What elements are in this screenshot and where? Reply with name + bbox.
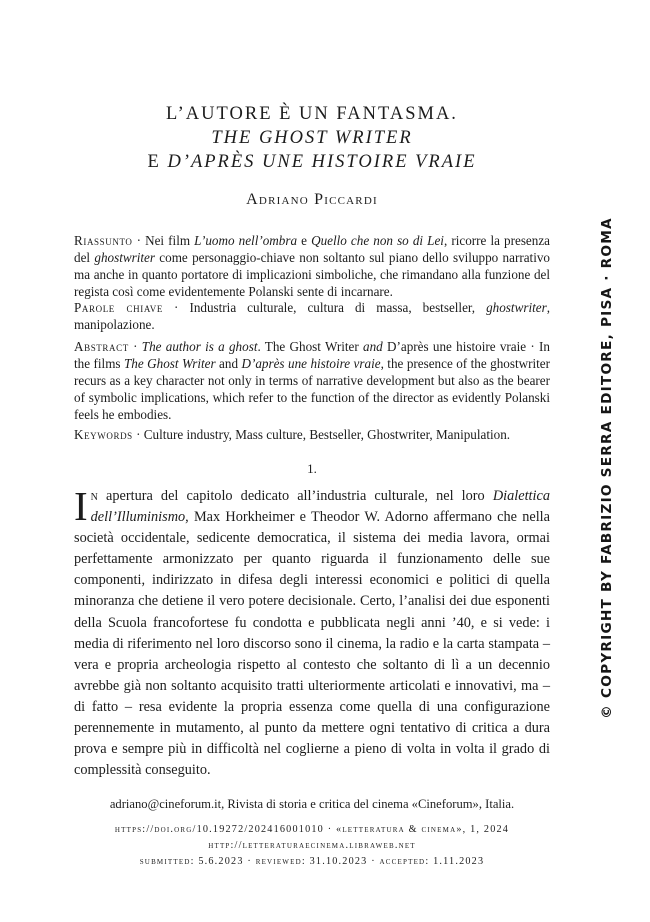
parole-chiave-paragraph — [74, 299, 550, 333]
body-lead: n — [90, 488, 98, 504]
title-line-1: L’AUTORE È UN FANTASMA. — [166, 104, 458, 124]
abstract-label: Abstract — [74, 339, 129, 354]
keywords-sep: · — [132, 427, 144, 442]
keywords-text: Culture industry, Mass culture, Bestseller, Ghostwriter, Manipulation. — [143, 427, 511, 442]
abstract-paragraph — [74, 338, 550, 423]
riassunto-text-4: come personaggio-chiave non soltanto sul piano dello sviluppo narrativo ma anche in quanto portatore di implicazioni simboliche, che rimandano alla funzione del regista così come evidentemente Polanski sente di incarnare. — [74, 250, 550, 299]
keywords-label: Keywords — [74, 427, 133, 442]
body-text-1: apertura del capitolo dedicato all’industria culturale, nel loro — [97, 488, 493, 504]
journal-url: http://letteraturaecinema.libraweb.net — [208, 840, 416, 851]
section-number: 1. — [307, 461, 317, 476]
body-text-2: , Max Horkheimer e Theodor W. Adorno affermano che nella società occidentale, sedicente democratica, il sistema dei media lavora, ormai perfettamente armonizzato per quanto riguarda il funzionamento delle sue componenti, indirizzato in difesa degli interessi economici e politici di quella minoranza che detiene il vero potere decisionale. Certo, l’analisi dei due esponenti della Scuola francofortese fu condotta e pubblicata negli anni ’40, e si vede: i media di riferimento nel loro discorso sono il cinema, la radio e la carta stampata – vera e propria archeologia rispetto al contesto che soltanto di lì a un decennio avrebbe già non soltanto acquisito tratti ulteriormente articolati e innovativi, ma – di fatto – resa evidente la propria essenza come quella di una configurazione perennemente in mutamento, al punto da mettere ogni tentativo di critica a dura prova e sempre più in difficoltà nel coglierne a pieno di volta in volta il grado di complessità conseguito. — [74, 509, 550, 779]
riassunto-text-2: e — [297, 233, 312, 248]
keywords-paragraph — [74, 426, 550, 443]
parole-chiave-label: Parole chiave — [74, 300, 163, 315]
riassunto-term: ghostwriter — [94, 250, 155, 265]
abstract-title: The author is a ghost — [141, 339, 258, 354]
author-affiliation: adriano@cineforum.it, Rivista di storia e critica del cinema «Cineforum», Italia. — [109, 797, 515, 811]
parole-chiave-sep: · — [162, 300, 190, 315]
title-line-3-italic: D’APRÈS UNE HISTOIRE VRAIE — [167, 152, 477, 172]
submission-dates: submitted: 5.6.2023 · reviewed: 31.10.2023 · accepted: 1.11.2023 — [139, 856, 485, 867]
abstract-text-2: D’après une histoire vraie · In the films — [74, 339, 550, 371]
abstract-and: and — [363, 339, 383, 354]
body-paragraph — [74, 483, 550, 781]
riassunto-sep: · — [132, 233, 146, 248]
abstract-text-1: . The Ghost Writer — [257, 339, 363, 354]
riassunto-film-1: L’uomo nell’ombra — [194, 233, 298, 248]
abstract-sep: · — [128, 339, 142, 354]
abstract-film-1: The Ghost Writer — [123, 356, 216, 371]
title-line-3 — [74, 152, 550, 173]
riassunto-text-1: Nei film — [145, 233, 195, 248]
riassunto-paragraph — [74, 232, 550, 300]
riassunto-text-3: , ricorre la presenza del — [74, 233, 550, 265]
abstract-text-3: and — [215, 356, 242, 371]
title-line-3-prefix: E — [147, 152, 168, 172]
riassunto-film-2: Quello che non so di Lei — [311, 233, 444, 248]
title-line-2: THE GHOST WRITER — [211, 128, 413, 148]
parole-chiave-text-1: Industria culturale, cultura di massa, bestseller, — [189, 300, 487, 315]
drop-cap: I — [74, 483, 88, 529]
body-book-title: Dialettica dell’Illuminismo — [90, 488, 550, 526]
doi-line: https://doi.org/10.19272/202416001010 · «letteratura & cinema», 1, 2024 — [114, 824, 510, 835]
parole-chiave-term: ghostwriter — [486, 300, 547, 315]
copyright-text: © COPYRIGHT BY FABRIZIO SERRA EDITORE, PISA · ROMA — [599, 217, 615, 719]
riassunto-label: Riassunto — [74, 233, 133, 248]
author-name: Adriano Piccardi — [246, 191, 378, 208]
parole-chiave-text-2: , manipolazione. — [74, 300, 550, 332]
abstract-text-4: , the presence of the ghostwriter recurs as a key character not only in terms of narrative development but also as the bearer of symbolic implications, which refer to the function of the director as evidently Polanski feels he embodies. — [74, 356, 550, 422]
abstract-film-2: D’après une histoire vraie — [241, 356, 381, 371]
